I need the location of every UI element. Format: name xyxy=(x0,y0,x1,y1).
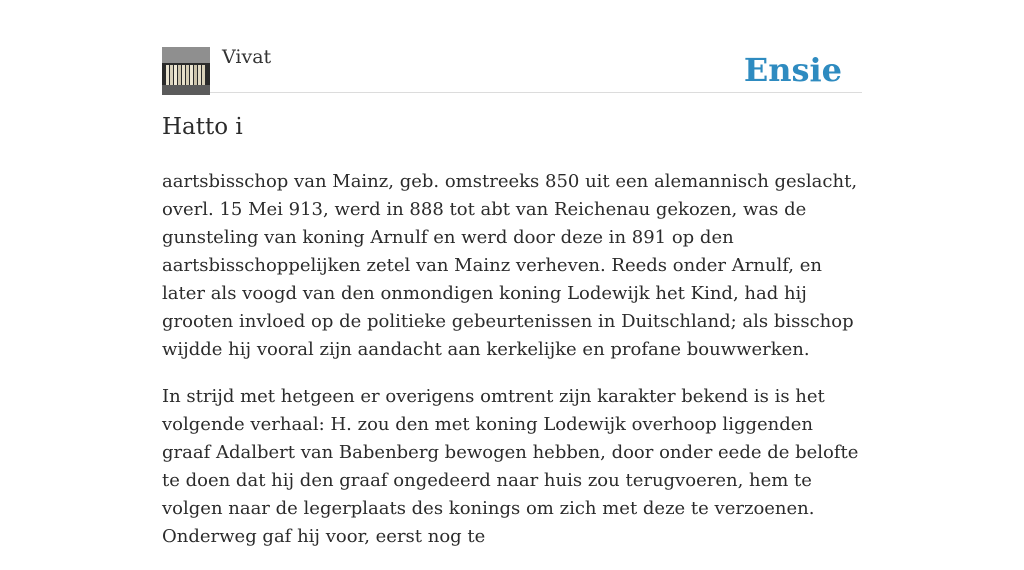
author-avatar[interactable] xyxy=(162,47,210,95)
article-paragraph: aartsbisschop van Mainz, geb. omstreeks 850 uit een alemannisch geslacht, overl. 15 Mei 913, werd in 888 tot abt van Reichenau gekozen, was de gunsteling van koning Arnulf en werd door deze in 891 op den aartsbisschoppelijken zetel van Mainz verheven. Reeds onder Arnulf, en later als voogd van den onmondigen koning Lodewijk het Kind, had hij grooten invloed op de politieke gebeurtenissen in Duitschland; als bisschop wijdde hij vooral zijn aandacht aan kerkelijke en profane bouwwerken. xyxy=(162,171,858,360)
brand-logo[interactable]: Ensie xyxy=(743,51,842,89)
author-name[interactable]: Vivat xyxy=(222,46,272,68)
books-on-shelf-avatar-icon xyxy=(162,47,210,95)
site-header xyxy=(162,0,862,93)
article-paragraph: In strijd met hetgeen er overigens omtrent zijn karakter bekend is is het volgende verhaal: H. zou den met koning Lodewijk overhoop liggenden graaf Adalbert van Babenberg bewogen hebben, door onder eede de belofte te doen dat hij den graaf ongedeerd naar huis zou terugvoeren, hem te volgen naar de legerplaats des konings om zich met deze te verzoenen. Onderweg gaf hij voor, eerst nog te xyxy=(162,386,859,547)
page-container xyxy=(162,0,862,547)
article-title: Hatto i xyxy=(162,114,243,140)
article-body xyxy=(162,168,862,570)
